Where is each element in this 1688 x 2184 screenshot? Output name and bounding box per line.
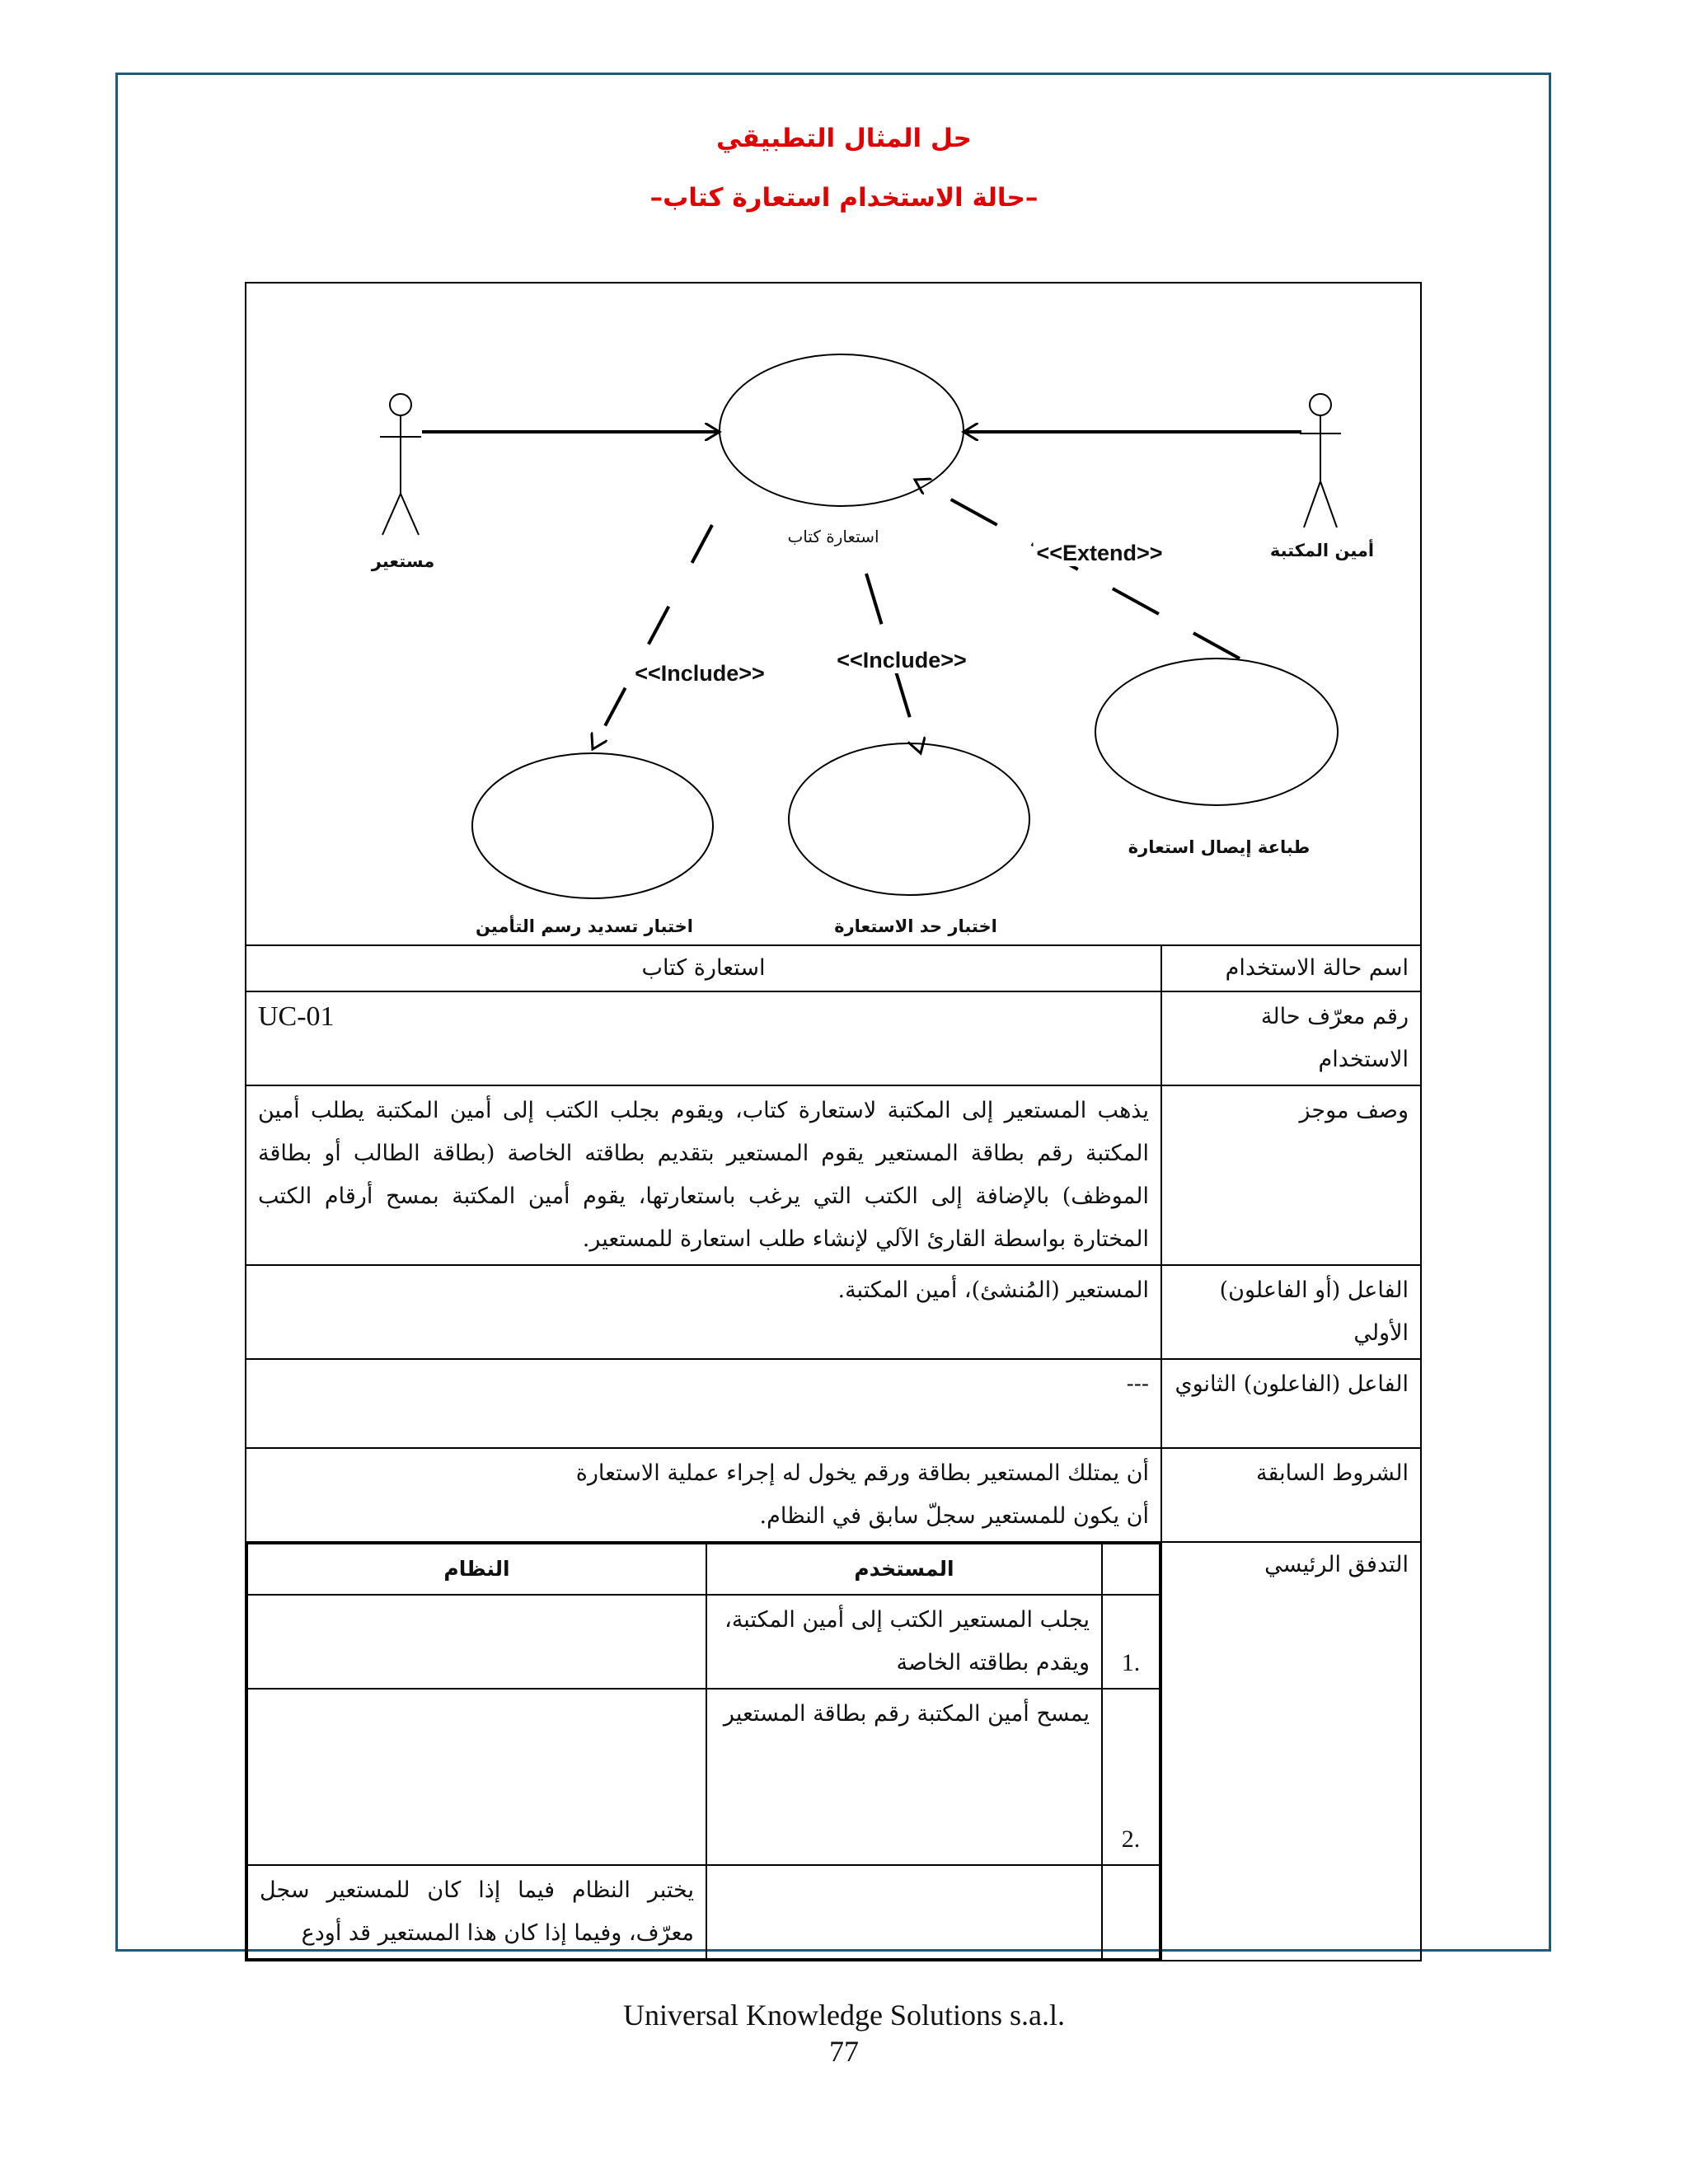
label-preconditions: الشروط السابقة	[1161, 1448, 1421, 1542]
row-secondary-actors	[246, 1359, 1421, 1448]
value-usecase-id: UC-01	[246, 991, 1161, 1085]
flow-header-num	[1102, 1544, 1160, 1595]
label-description: وصف موجز	[1161, 1085, 1421, 1265]
label-usecase-name: اسم حالة الاستخدام	[1161, 945, 1421, 991]
use-case-check-insurance-label: اختبار تسديد رسم التأمين	[475, 916, 694, 936]
flow-step-system: يختبر النظام فيما إذا كان للمستعير سجل معرّف، وفيما إذا كان هذا المستعير قد أودع	[247, 1865, 706, 1959]
label-main-flow: التدفق الرئيسي	[1161, 1542, 1421, 1961]
flow-step-system	[247, 1689, 706, 1865]
row-name	[246, 945, 1421, 991]
row-primary-actors	[246, 1265, 1421, 1359]
use-case-spec-table	[245, 944, 1422, 1961]
flow-step-row	[247, 1689, 1160, 1865]
value-secondary-actors: ---	[246, 1359, 1161, 1448]
row-description	[246, 1085, 1421, 1265]
flow-step-row	[247, 1595, 1160, 1689]
flow-step-user: يمسح أمين المكتبة رقم بطاقة المستعير	[706, 1689, 1102, 1865]
flow-step-number: .2	[1102, 1689, 1160, 1865]
actor-librarian-figure	[1300, 394, 1341, 527]
actor-librarian-label: أمين المكتبة	[1269, 541, 1375, 560]
use-case-check-limit-label: اختبار حد الاستعارة	[834, 916, 997, 936]
precondition-2: أن يكون للمستعير سجلّ سابق في النظام.	[759, 1503, 1149, 1529]
label-secondary-actors: الفاعل (الفاعلون) الثانوي	[1161, 1359, 1421, 1448]
precondition-1: أن يمتلك المستعير بطاقة ورقم يخول له إجراء عملية الاستعارة	[575, 1460, 1149, 1486]
value-primary-actors: المستعير (المُنشئ)، أمين المكتبة.	[246, 1265, 1161, 1359]
use-case-check-insurance	[472, 753, 713, 898]
stereotype-include-left: <<Include>>	[631, 661, 768, 687]
extend-arrow-receipt	[915, 480, 1240, 658]
page-title: حل المثال التطبيقي	[716, 124, 972, 153]
flow-header-system: النظام	[247, 1544, 706, 1595]
actor-borrower-label: مستعير	[371, 551, 435, 571]
stereotype-extend: <<Extend>>	[1033, 541, 1165, 566]
flow-header-row	[247, 1544, 1160, 1595]
flow-step-number	[1102, 1865, 1160, 1959]
footer-company: Universal Knowledge Solutions s.a.l.	[623, 1999, 1065, 2032]
page-subtitle: –حالة الاستخدام استعارة كتاب–	[649, 183, 1039, 213]
flow-step-system	[247, 1595, 706, 1689]
row-main-flow	[246, 1542, 1421, 1961]
main-flow-table	[246, 1543, 1160, 1960]
use-case-check-limit	[789, 743, 1029, 895]
use-case-borrow-book	[720, 354, 964, 506]
main-flow-cell	[246, 1542, 1161, 1961]
page-number: 77	[829, 2035, 859, 2068]
flow-step-row	[247, 1865, 1160, 1959]
value-description: يذهب المستعير إلى المكتبة لاستعارة كتاب، ويقوم بجلب الكتب إلى أمين المكتبة يطلب أمين المكتبة رقم بطاقة المستعير يقوم المستعير بتقديم بطاقته الخاصة (بطاقة الطالب أو بطاقة الموظف) بالإضافة إلى الكتب التي يرغب باستعارتها، يقوم أمين المكتبة بمسح أرقام الكتب المختارة بواسطة القارئ الآلي لإنشاء طلب استعارة للمستعير.	[246, 1085, 1161, 1265]
actor-borrower-figure	[380, 394, 421, 535]
label-usecase-id: رقم معرّف حالة الاستخدام	[1161, 991, 1421, 1085]
flow-step-user: يجلب المستعير الكتب إلى أمين المكتبة، ويقدم بطاقته الخاصة	[706, 1595, 1102, 1689]
value-preconditions	[246, 1448, 1161, 1542]
use-case-print-receipt	[1095, 658, 1338, 805]
include-arrow-insurance	[593, 525, 712, 749]
label-primary-actors: الفاعل (أو الفاعلون) الأولي	[1161, 1265, 1421, 1359]
flow-header-user: المستخدم	[706, 1544, 1102, 1595]
use-case-borrow-book-label: استعارة كتاب	[787, 527, 879, 546]
use-case-diagram	[245, 282, 1422, 946]
use-case-print-receipt-label: طباعة إيصال استعارة	[1128, 837, 1311, 857]
value-usecase-name: استعارة كتاب	[246, 945, 1161, 991]
row-preconditions	[246, 1448, 1421, 1542]
flow-step-number: .1	[1102, 1595, 1160, 1689]
flow-step-user	[706, 1865, 1102, 1959]
stereotype-include-mid: <<Include>>	[833, 648, 970, 673]
row-id	[246, 991, 1421, 1085]
